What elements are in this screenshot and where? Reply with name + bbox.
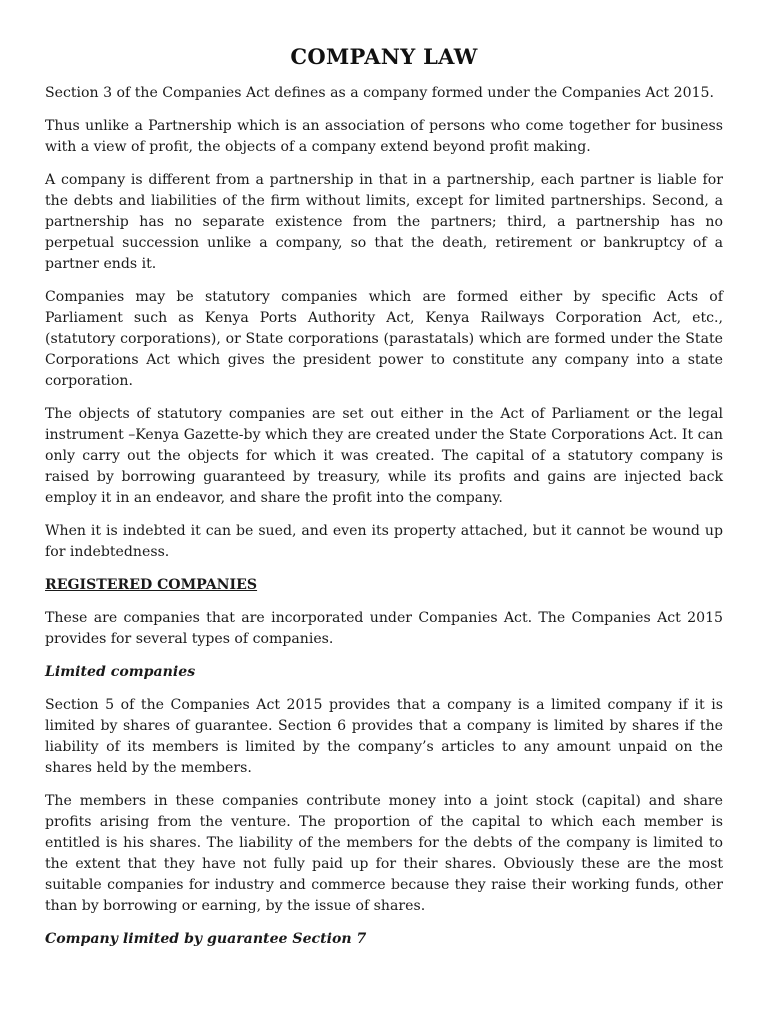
paragraph-registered-companies: These are companies that are incorporated under Companies Act. The Companies Act 2015 provides for several types of companies. xyxy=(45,610,723,647)
paragraph-company-vs-partnership: A company is different from a partnership in that in a partnership, each partner is liable for the debts and liabilities of the firm without limits, except for limited partnerships. Second, a partnership has no separate existence from the partners; third, a partnership has no perpetual succession unlike a company, so that the death, retirement or bankruptcy of a partner ends it. xyxy=(45,172,723,272)
paragraph-indebtedness: When it is indebted it can be sued, and even its property attached, but it cannot be wound up for indebtedness. xyxy=(45,523,723,560)
paragraph-partnership-contrast: Thus unlike a Partnership which is an association of persons who come together for business with a view of profit, the objects of a company extend beyond profit making. xyxy=(45,118,723,155)
document-page xyxy=(45,44,723,962)
paragraph-section-5-6: Section 5 of the Companies Act 2015 provides that a company is a limited company if it is limited by shares of guarantee. Section 6 provides that a company is limited by shares if the liability of its members is limited by the company’s articles to any amount unpaid on the shares held by the members. xyxy=(45,697,723,776)
heading-registered-companies: REGISTERED COMPANIES xyxy=(45,577,258,593)
paragraph-statutory-companies: Companies may be statutory companies which are formed either by specific Acts of Parliament such as Kenya Ports Authority Act, Kenya Railways Corporation Act, etc., (statutory corporations), or State corporations (parastatals) which are formed under the State Corporations Act which gives the president power to constitute any company into a state corporation. xyxy=(45,289,723,389)
page-title: COMPANY LAW xyxy=(290,44,478,69)
paragraph-statutory-objects: The objects of statutory companies are set out either in the Act of Parliament or the legal instrument –Kenya Gazette-by which they are created under the State Corporations Act. It can only carry out the objects for which it was created. The capital of a statutory company is raised by borrowing guaranteed by treasury, while its profits and gains are injected back employ it in an endeavor, and share the profit into the company. xyxy=(45,406,723,506)
paragraph-section-3: Section 3 of the Companies Act defines as a company formed under the Companies Act 2015. xyxy=(45,85,714,101)
paragraph-joint-stock: The members in these companies contribute money into a joint stock (capital) and share profits arising from the venture. The proportion of the capital to which each member is entitled is his shares. The liability of the members for the debts of the company is limited to the extent that they have not fully paid up for their shares. Obviously these are the most suitable companies for industry and commerce because they raise their working funds, other than by borrowing or earning, by the issue of shares. xyxy=(45,793,723,914)
heading-company-limited-by-guarantee: Company limited by guarantee Section 7 xyxy=(45,931,367,947)
heading-limited-companies: Limited companies xyxy=(45,664,196,680)
